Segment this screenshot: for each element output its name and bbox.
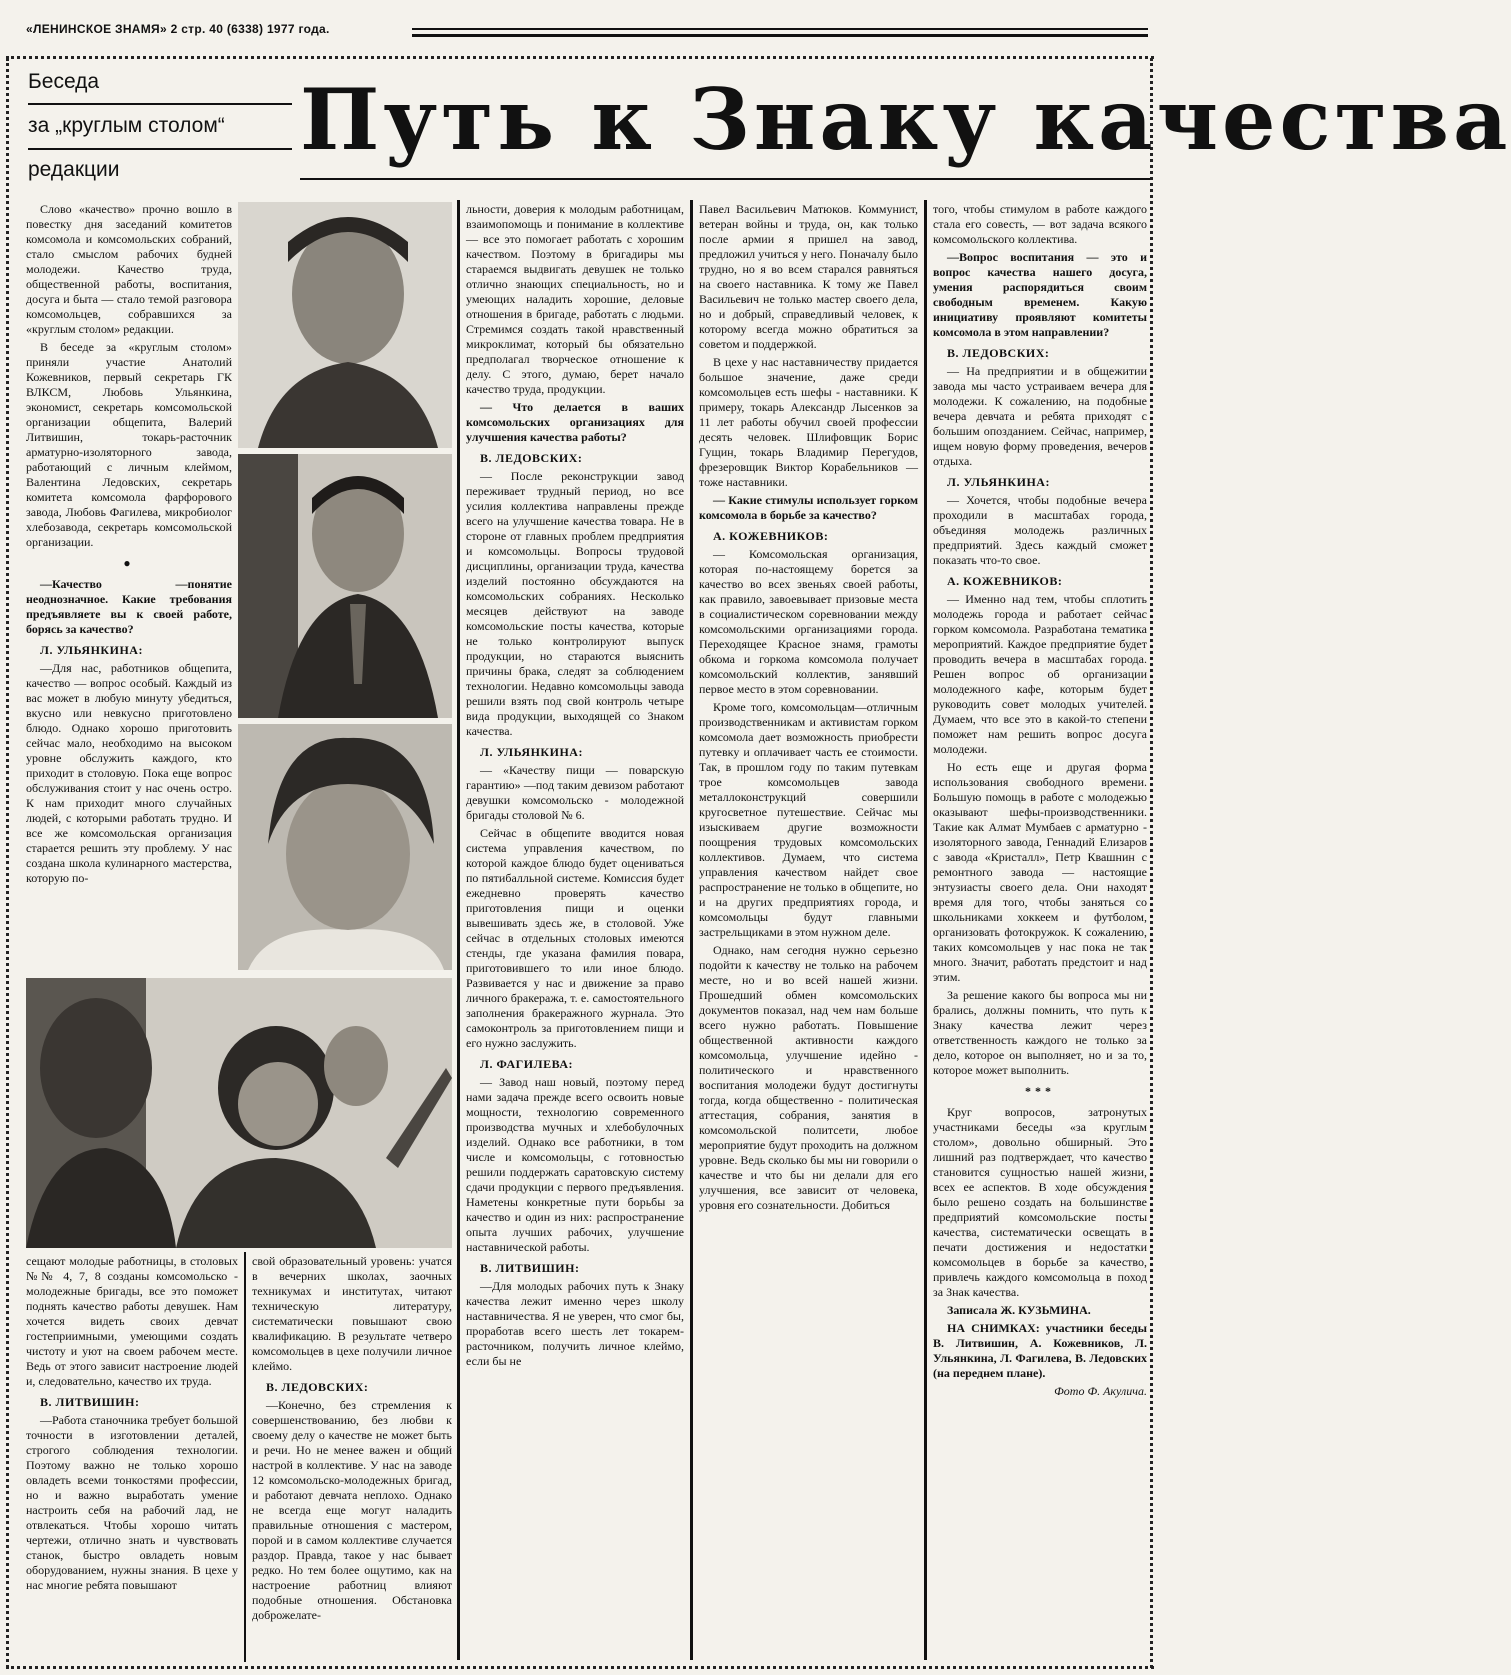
question: —Вопрос воспитания — это и вопрос качества нашего досуга, умения распорядиться своим свободным временем. Какую инициативу проявляют комитеты комсомола в этом направлении?: [933, 250, 1147, 339]
answer: В цехе у нас наставничеству придается большое значение, даже среди комсомольцев есть шефы - наставники. К примеру, токарь Александр Лысенков за 11 лет работы обучил своей профессии десять человек. Шлифовщик Борис Гущин, токарь Владимир Перегудов, фрезеровщик Виктор Корабельников — тоже наставники.: [699, 355, 918, 489]
masthead-rule: [412, 28, 1148, 30]
col-rule-lower: [244, 1252, 246, 1662]
column-2-lower: [252, 1254, 452, 1664]
bottom-border-dots: [6, 1666, 1154, 1669]
col-rule-1: [457, 200, 460, 1660]
masthead-rule-2: [412, 34, 1148, 37]
answer-continued: того, чтобы стимулом в работе каждого стала его совесть, — вот задача всякого комсомольского коллектива.: [933, 202, 1147, 246]
speaker: А. КОЖЕВНИКОВ:: [947, 574, 1063, 588]
answer: —Для нас, работников общепита, качество — вопрос особый. Каждый из вас может в любую минуту убедиться, вкусно или невкусно приготовлено блюдо. Однако хорошо приготовить сейчас мало, необходимо на высоком уровне обслужить каждого, кто приходит в столовую. Пока еще вопрос обслуживания стоит у нас очень остро. К нам приходит много случайных людей, с которыми работать трудно. И все же комсомольская организация старается решить эту проблему. У нас создана школа кулинарного мастерства, которую по-: [26, 661, 232, 885]
speaker: В. ЛИТВИШИН:: [40, 1395, 140, 1409]
column-1-lower: [26, 1254, 238, 1664]
answer: —Работа станочника требует большой точности в изготовлении деталей, строгого соблюдения технологии. Поэтому важно не только хорошо овладеть всеми тонкостями профессии, но и важно выработать умение настроить себя на рабочий лад, не отвлекаться. Чтобы хорошо читать чертежи, отлично знать и чувствовать станок, быстро овладеть новым оборудованием, нужны знания. В цехе у нас многие ребята повышают: [26, 1413, 238, 1592]
bullet-icon: ●: [123, 556, 135, 570]
answer: — После реконструкции завод переживает трудный период, но все усилия коллектива направлены прежде всего на улучшение качества товара. Не в стороне от главных проблем предприятия и комсомольцы. Вопросы трудовой дисциплины, организации труда, качества изделий постоянно обсуждаются на комсомольских собраниях. Несколько месяцев действуют на заводе комсомольские посты качества, которые не только контролируют выпуск продукции, но стараются выяснить причины брака, следят за соблюдением технологии. Недавно комсомольцы завода решили взять под свой контроль четыре вида продукции, выходящей со Знаком качества.: [466, 469, 684, 738]
kicker-line-3: редакции: [28, 158, 120, 181]
speaker: В. ЛЕДОВСКИХ:: [266, 1380, 369, 1394]
photo-litvishin: [238, 202, 452, 448]
col-rule-3: [924, 200, 927, 1660]
answer: — На предприятии и в общежитии завода мы часто устраиваем вечера для молодежи. К сожалению, на подобные вечера девчата и ребята приходят с большим опозданием. Сейчас, например, ищем новую форму проведения, вечеров отдыха.: [933, 364, 1147, 468]
question: —Качество —понятие неоднозначное. Какие требования предъявляете вы к своей работе, борясь за качество?: [26, 577, 232, 636]
column-3: [466, 202, 684, 1662]
headline: Путь к Знаку качества: [300, 70, 1511, 169]
answer-continued: свой образовательный уровень: учатся в вечерних школах, заочных техникумах и институтах, читают техническую литературу, систематически повышают свою квалификацию. В результате четверо комсомольцев в цехе получили личное клеймо.: [252, 1254, 452, 1373]
answer-continued: сещают молодые работницы, в столовых №№ 4, 7, 8 созданы комсомольско - молодежные бригады, все это поможет поднять качество работы девушек. Нам хочется видеть своих девчат гостеприимными, умеющими создать чистоту и уют на своем рабочем месте. Ведь от этого зависит настроение людей и, следовательно, качество их труда.: [26, 1254, 238, 1388]
col-rule-2: [690, 200, 693, 1660]
photo-group: [26, 978, 452, 1248]
photo-kozhevnikov: [238, 454, 452, 718]
byline: Записала Ж. КУЗЬМИНА.: [947, 1303, 1091, 1317]
answer: За решение какого бы вопроса мы ни брались, должны помнить, что путь к Знаку качества лежит через ответственность каждого не только за дело, которое он выполняет, но и за то, которое может выполнить.: [933, 988, 1147, 1077]
column-4: [699, 202, 918, 1662]
speaker: Л. ФАГИЛЕВА:: [480, 1057, 573, 1071]
participants-paragraph: В беседе за «круглым столом» приняли участие Анатолий Кожевников, первый секретарь ГК ВЛКСМ, Любовь Ульянкина, экономист, секретарь комсомольской организации общепита, Валерий Литвишин, токарь-расточник арматурно-изоляторного завода, работающий с личным клеймом, Валентина Ледовских, секретарь комитета комсомола фарфорового завода, Любовь Фагилева, микробиолог хлебозавода, секретарь комсомольской организации.: [26, 340, 232, 549]
right-border-dots: [1150, 58, 1153, 1668]
answer: — «Качеству пищи — поварскую гарантию» —под таким девизом работают девушки комсомольско - молодежной бригады столовой № 6.: [466, 763, 684, 822]
summary-paragraph: Круг вопросов, затронутых участниками беседы «за круглым столом», довольно обширный. Это лишний раз подтверждает, что качество становится сущностью нашей жизни, всех ее аспектов. В ходе обсуждения было решено создать на большинстве предприятий комсомольские посты качества, систематически освещать в печати достижения и недостатки комсомольцев в борьбе за качество, привлечь каждого комсомольца в поход за Знак качества.: [933, 1105, 1147, 1299]
answer: Но есть еще и другая форма использования свободного времени. Большую помощь в работе с молодежью оказывают шефы-производственники. Такие как Алмат Мумбаев с арматурно - изоляторного завода, Геннадий Елизаров с завода «Кристалл», Петр Квашнин с ремонтного завода — настоящие энтузиасты своего дела. Они находят время для того, чтобы заняться со школьниками хоккеем и футболом, организовать фотокружок. К сожалению, таких комсомольцев у нас пока не так много. Значит, работать предстоит и над этим.: [933, 760, 1147, 984]
top-border-dots: [6, 56, 1154, 59]
answer: Однако, нам сегодня нужно серьезно подойти к качеству не только на рабочем месте, но и во всей нашей жизни. Прошедший обмен комсомольских документов показал, над чем нам больше всего нужно работать. Повышение общественной активности каждого комсомольца, улучшение идейно - политического и нравственного воспитания молодежи будут достигнуты тогда, когда общественно - политическая аттестация, собрания, занятия в комсомольской политсети, любое мероприятие будут проходить на должном уровне. Ведь сколько бы мы ни говорили о качестве и что бы ни делали для его улучшения, все зависит от человека, уровня его сознательности. Добиться: [699, 943, 918, 1212]
photo-caption: НА СНИМКАХ: участники беседы В. Литвишин, А. Кожевников, Л. Ульянкина, Л. Фагилева, В. Ледовских (на переднем плане).: [933, 1321, 1147, 1380]
kicker-rule-2: [28, 148, 292, 150]
section-divider: ***: [1025, 1084, 1055, 1098]
intro-paragraph: Слово «качество» прочно вошло в повестку дня заседаний комитетов комсомола и комсомольских собраний, стало смыслом рабочих будней молодежи. Качество труда, общественной работы, воспитания, досуга и быта — стало темой разговора комсомольцев, собравшихся за «круглым столом» редакции.: [26, 202, 232, 336]
answer: — Хочется, чтобы подобные вечера проходили в масштабах города, объединяя молодежь различных предприятий. Здесь каждый сможет показать что-то свое.: [933, 493, 1147, 567]
photo-credit: Фото Ф. Акулича.: [1054, 1384, 1147, 1398]
speaker: Л. УЛЬЯНКИНА:: [40, 643, 143, 657]
answer: —Для молодых рабочих путь к Знаку качества лежит именно через школу наставничества. Я не уверен, что смог бы, проработав всего шесть лет токарем-расточником, получить личное клеймо, если бы не: [466, 1279, 684, 1368]
column-5: [933, 202, 1147, 1662]
speaker: Л. УЛЬЯНКИНА:: [947, 475, 1050, 489]
question: — Что делается в ваших комсомольских организациях для улучшения качества работы?: [466, 400, 684, 444]
column-1: [26, 202, 232, 974]
portrait-icon: [238, 202, 452, 448]
answer-continued: Павел Васильевич Матюков. Коммунист, ветеран войны и труда, он, как только после армии я пришел на завод, предложил учиться у него. Поначалу было трудно, но я во всем старался равняться на своего наставника. К тому же Павел Васильевич не только мастер своего дела, но и добрый, справедливый человек, к которому всегда можно обратиться за советом и поддержкой.: [699, 202, 918, 351]
portrait-icon: [238, 724, 452, 970]
answer: — Комсомольская организация, которая по-настоящему борется за качество во всех звеньях своей работы, как правило, завоевывает призовые места в социалистическом соревновании между комсомольскими организациями города. Переходящее Красное знамя, грамоты обкома и горкома комсомола получает комсомольский коллектив, занявший первое место в этом соревновании.: [699, 547, 918, 696]
portrait-icon: [238, 454, 452, 718]
speaker: А. КОЖЕВНИКОВ:: [713, 529, 829, 543]
answer: —Конечно, без стремления к совершенствованию, без любви к своему делу о качестве не может быть и речи. Но не менее важен и общий настрой в коллективе. У нас на заводе 12 комсомольско-молодежных бригад, и работают девчата неплохо. Однако не всегда еще могут наладить правильные отношения с мастером, порой и в самом коллективе случается раздор. Правда, такое у нас бывает редко. Но тем более ощутимо, как на настроение работниц влияют подобные отношения. Обстановка доброжелате-: [252, 1398, 452, 1622]
kicker-rule-1: [28, 103, 292, 105]
answer: Сейчас в общепите вводится новая система управления качеством, по которой каждое блюдо будет оцениваться по пятибалльной системе. Комиссия будет ежедневно проверять качество приготовления пищи и оценки вывешивать здесь же, в столовой. Уже сейчас в отдельных столовых имеются стенды, где указана фамилия повара, приготовившего то или иное блюдо. Развивается у нас и движение за право личного бракеража, т. е. самостоятельного заполнения бракеражного журнала. Это самоконтроль за приготовлением пищи и его нужно заслужить.: [466, 826, 684, 1050]
answer: — Завод наш новый, поэтому перед нами задача прежде всего освоить новые мощности, технологию современного производства мучных и хлебобулочных изделий. Однако все работники, в том числе и комсомольцы, с готовностью решили поддержать саратовскую систему сдачи продукции с первого предъявления. Наметены конкретные пути борьбы за качество и один из них: распространение опыта лучших рабочих, улучшение наставнической работы.: [466, 1075, 684, 1254]
speaker: В. ЛИТВИШИН:: [480, 1261, 580, 1275]
speaker: В. ЛЕДОВСКИХ:: [947, 346, 1050, 360]
photo-ulyankina: [238, 724, 452, 970]
masthead: «ЛЕНИНСКОЕ ЗНАМЯ» 2 стр. 40 (6338) 1977 года.: [26, 22, 330, 36]
answer: — Именно над тем, чтобы сплотить молодежь города и работает сейчас горком комсомола. Разработана тематика мероприятий. Каждое предприятие будет проводить вечера в масштабах города. Решен вопрос об организации молодежного кафе, которым будет руководить совет молодых учителей. Думаем, что все это в какой-то степени поможет нам решить вопрос досуга молодежи.: [933, 592, 1147, 756]
answer-continued: льности, доверия к молодым работницам, взаимопомощь и понимание в коллективе — все это помогает работать с хорошим качеством. Поэтому в бригадиры мы стараемся выдвигать девушек не только отлично знающих специальность, но и умеющих наладить хорошие, деловые отношения в бригаде, работать с людьми. Стремимся создать такой нравственный микроклимат, который бы обязательно предполагал творческое отношение к делу. С этого, думаю, берет начало качество труда, продукции.: [466, 202, 684, 396]
group-photo-icon: [26, 978, 452, 1248]
question: — Какие стимулы использует горком комсомола в борьбе за качество?: [699, 493, 918, 522]
kicker-line-2: за „круглым столом“: [28, 114, 225, 137]
kicker-line-1: Беседа: [28, 70, 100, 93]
speaker: В. ЛЕДОВСКИХ:: [480, 451, 583, 465]
answer: Кроме того, комсомольцам—отличным производственникам и активистам горком комсомола дает возможность приобрести путевку и оплачивает часть ее стоимости. Так, в прошлом году по таким путевкам трое комсомольцев завода металлоконструкций совершили кругосветное путешествие. Сейчас мы изыскиваем другие возможности поощрения трудовых комсомольских коллективов. Думаем, что система управления качеством найдет свое распространение не только в общепите, но и на других предприятиях города, и комсомольцы будут главными застрельщиками в этом нужном деле.: [699, 700, 918, 939]
headline-rule: [300, 178, 1150, 180]
speaker: Л. УЛЬЯНКИНА:: [480, 745, 583, 759]
left-border-dots: [6, 58, 9, 1668]
